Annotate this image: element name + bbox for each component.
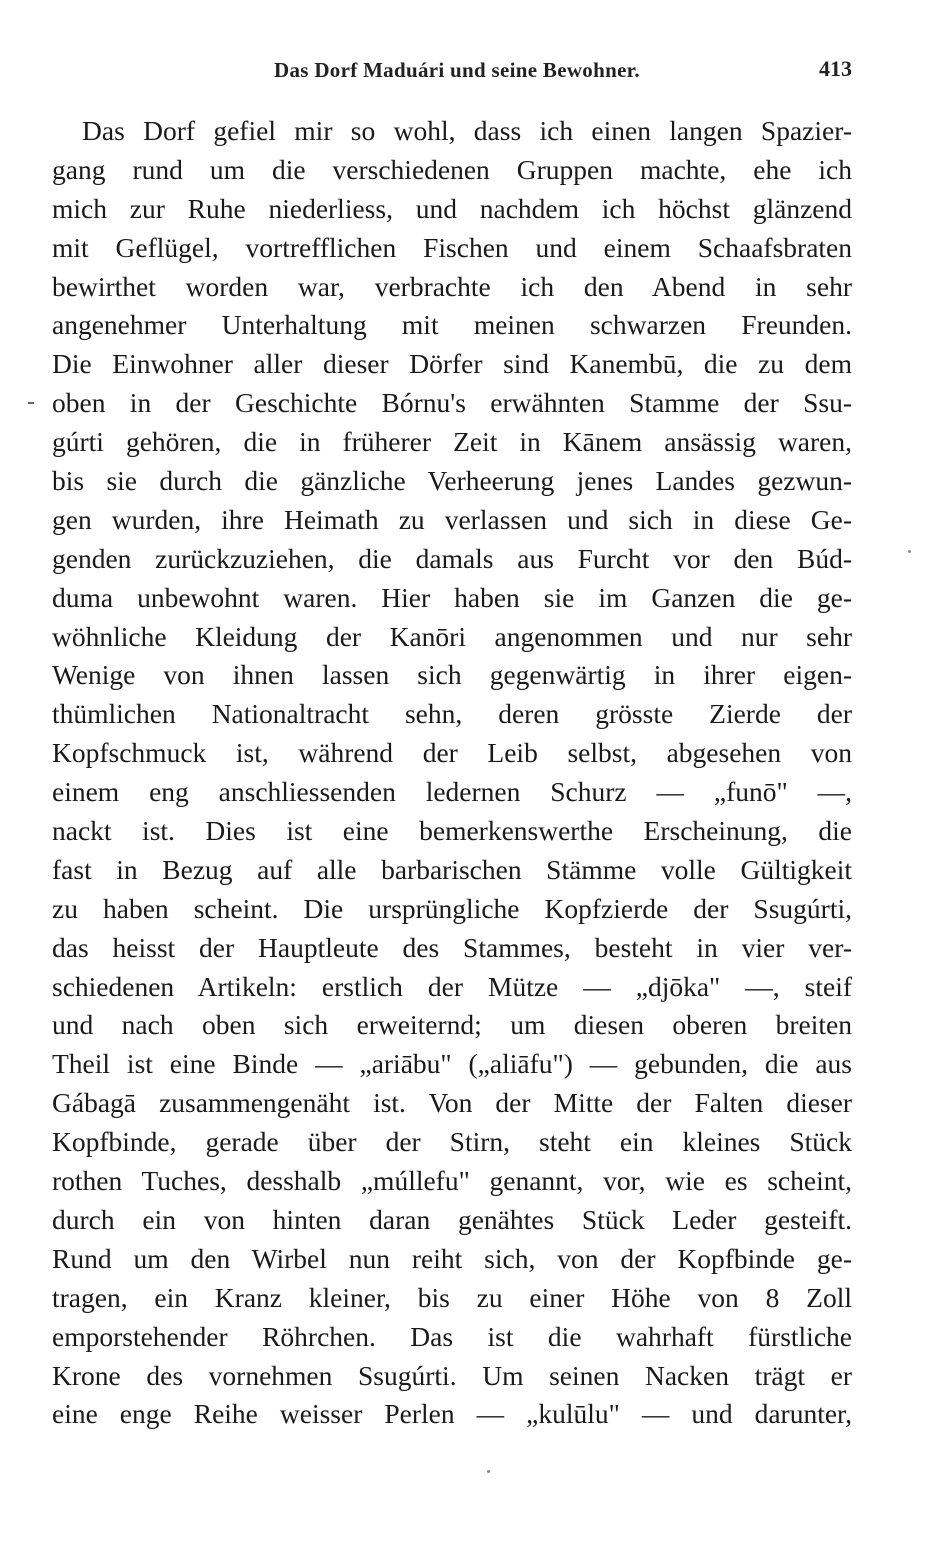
text-line: angenehmer Unterhaltung mit meinen schwarzen Freunden. xyxy=(52,309,852,341)
text-line: tragen, ein Kranz kleiner, bis zu einer Höhe von 8 Zoll xyxy=(52,1281,852,1313)
text-line: Theil ist eine Binde — „ariābu" („aliāfu") — gebunden, die aus xyxy=(52,1048,852,1080)
text-line: gúrti gehören, die in früherer Zeit in Kānem ansässig waren, xyxy=(52,426,852,458)
text-line: gen wurden, ihre Heimath zu verlassen und sich in diese Ge- xyxy=(52,503,852,535)
text-line: und nach oben sich erweiternd; um diesen oberen breiten xyxy=(52,1009,852,1041)
text-line: Die Einwohner aller dieser Dörfer sind Kanembū, die zu dem xyxy=(52,348,852,380)
text-line: wöhnliche Kleidung der Kanōri angenommen und nur sehr xyxy=(52,620,852,652)
text-line: gang rund um die verschiedenen Gruppen machte, ehe ich xyxy=(52,153,852,185)
text-line: das heisst der Hauptleute des Stammes, besteht in vier ver- xyxy=(52,931,852,963)
text-line: duma unbewohnt waren. Hier haben sie im Ganzen die ge- xyxy=(52,581,852,613)
text-line: emporstehender Röhrchen. Das ist die wahrhaft fürstliche xyxy=(52,1320,852,1352)
body-text xyxy=(52,112,852,1434)
text-line: nackt ist. Dies ist eine bemerkenswerthe Erscheinung, die xyxy=(52,815,852,847)
text-line: bis sie durch die gänzliche Verheerung jenes Landes gezwun- xyxy=(52,465,852,497)
running-title: Das Dorf Maduári und seine Bewohner. xyxy=(274,58,640,82)
text-line: mit Geflügel, vortrefflichen Fischen und einem Schaafsbraten xyxy=(52,231,852,263)
margin-mark xyxy=(28,402,34,404)
running-head xyxy=(52,58,862,88)
text-line: schiedenen Artikeln: erstlich der Mütze — „djōka" —, steif xyxy=(52,970,852,1002)
text-line: einem eng anschliessenden ledernen Schurz — „funō" —, xyxy=(52,776,852,808)
text-line: thümlichen Nationaltracht sehn, deren grösste Zierde der xyxy=(52,698,852,730)
text-line: fast in Bezug auf alle barbarischen Stämme volle Gültigkeit xyxy=(52,853,852,885)
text-line: zu haben scheint. Die ursprüngliche Kopfzierde der Ssugúrti, xyxy=(52,892,852,924)
text-line: eine enge Reihe weisser Perlen — „kulūlu" — und darunter, xyxy=(52,1398,852,1430)
text-line: Das Dorf gefiel mir so wohl, dass ich einen langen Spazier- xyxy=(82,115,852,146)
paper-speck xyxy=(487,1470,490,1473)
text-line: Wenige von ihnen lassen sich gegenwärtig in ihrer eigen- xyxy=(52,659,852,691)
paper-speck xyxy=(908,550,911,553)
text-line: Gábagā zusammengenäht ist. Von der Mitte der Falten dieser xyxy=(52,1087,852,1119)
text-line: durch ein von hinten daran genähtes Stück Leder gesteift. xyxy=(52,1203,852,1235)
text-line: Kopfschmuck ist, während der Leib selbst, abgesehen von xyxy=(52,737,852,769)
text-line: oben in der Geschichte Bórnu's erwähnten Stamme der Ssu- xyxy=(52,387,852,419)
text-line: Kopfbinde, gerade über der Stirn, steht ein kleines Stück xyxy=(52,1126,852,1158)
text-line: mich zur Ruhe niederliess, und nachdem ich höchst glänzend xyxy=(52,192,852,224)
page-number: 413 xyxy=(819,56,852,81)
text-line: bewirthet worden war, verbrachte ich den Abend in sehr xyxy=(52,270,852,302)
text-line: genden zurückzuziehen, die damals aus Furcht vor den Búd- xyxy=(52,542,852,574)
text-line: rothen Tuches, desshalb „múllefu" genannt, vor, wie es scheint, xyxy=(52,1165,852,1197)
text-line: Krone des vornehmen Ssugúrti. Um seinen Nacken trägt er xyxy=(52,1359,852,1391)
text-line: Rund um den Wirbel nun reiht sich, von der Kopfbinde ge- xyxy=(52,1242,852,1274)
